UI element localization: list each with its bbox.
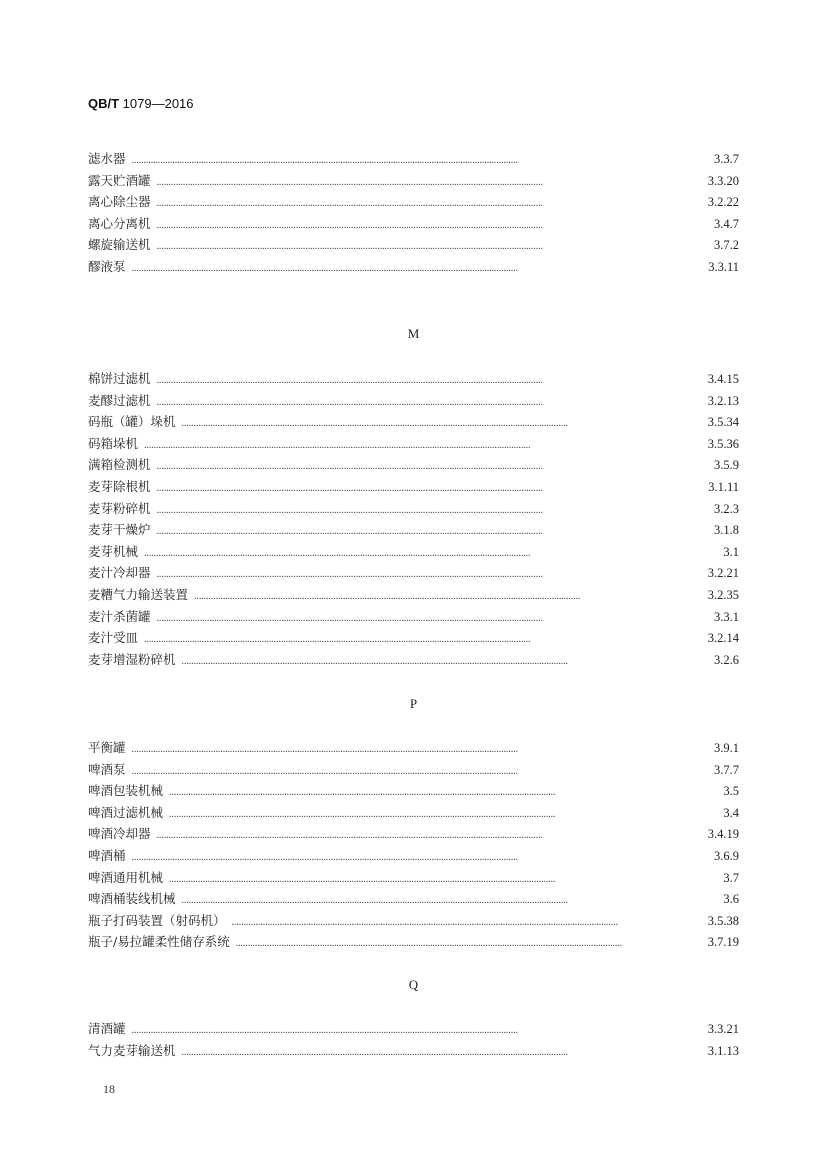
- index-entry: [88, 234, 739, 256]
- entry-term: 啤酒通用机械: [88, 869, 164, 885]
- dot-leader: [157, 608, 710, 630]
- entry-ref: 3.2.3: [714, 501, 739, 516]
- dot-leader: [144, 629, 704, 651]
- entry-ref: 3.1: [723, 544, 739, 559]
- index-entry: [88, 476, 739, 498]
- entry-term: 啤酒桶装线机械: [88, 891, 176, 907]
- dot-leader: [132, 739, 710, 761]
- index-entry: [88, 411, 739, 433]
- index-entry: [88, 191, 739, 213]
- index-entry: [88, 1018, 739, 1040]
- entry-term: 离心除尘器: [88, 194, 151, 210]
- entry-ref: 3.4.7: [714, 216, 739, 231]
- dot-leader: [169, 782, 719, 804]
- entry-term: 瓶子打码装置（射码机）: [88, 912, 226, 928]
- entry-term: 啤酒桶: [88, 847, 126, 863]
- index-entry: [88, 823, 739, 845]
- entry-term: 啤酒泵: [88, 761, 126, 777]
- entry-term: 麦汁受皿: [88, 630, 139, 646]
- index-entry: [88, 213, 739, 235]
- dot-leader: [182, 1042, 704, 1064]
- index-entry: [88, 256, 739, 278]
- entry-ref: 3.2.14: [707, 631, 739, 646]
- entry-ref: 3.1.11: [708, 479, 739, 494]
- dot-leader: [132, 150, 710, 172]
- index-entry: [88, 759, 739, 781]
- page-number: 18: [103, 1082, 115, 1096]
- entry-term: 麦醪过滤机: [88, 392, 151, 408]
- index-group-q: [88, 1018, 739, 1061]
- dot-leader: [182, 413, 704, 435]
- entry-ref: 3.5.36: [707, 436, 739, 451]
- index-entry: [88, 931, 739, 953]
- dot-leader: [132, 1020, 704, 1042]
- dot-leader: [236, 933, 704, 955]
- index-entry: [88, 802, 739, 824]
- section-letter-q: Q: [408, 977, 419, 992]
- index-group-p: [88, 737, 739, 953]
- entry-term: 麦芽除根机: [88, 478, 151, 494]
- index-entry: [88, 867, 739, 889]
- entry-term: 码瓶（罐）垛机: [88, 414, 176, 430]
- entry-term: 啤酒过滤机械: [88, 804, 164, 820]
- document-code: [88, 96, 194, 111]
- entry-ref: 3.7.2: [714, 238, 739, 253]
- index-entry: [88, 737, 739, 759]
- entry-term: 麦芽粉碎机: [88, 500, 151, 516]
- entry-ref: 3.1.13: [707, 1043, 739, 1058]
- index-entry: [88, 584, 739, 606]
- entry-ref: 3.5: [723, 784, 739, 799]
- index-entry: [88, 368, 739, 390]
- index-group-m: [88, 368, 739, 670]
- entry-term: 麦糟气力输送装置: [88, 586, 189, 602]
- entry-ref: 3.7: [723, 870, 739, 885]
- index-entry: [88, 627, 739, 649]
- entry-ref: 3.5.38: [707, 913, 739, 928]
- entry-ref: 3.2.6: [714, 652, 739, 667]
- dot-leader: [157, 215, 710, 237]
- dot-leader: [157, 172, 704, 194]
- index-entry: [88, 845, 739, 867]
- entry-ref: 3.7.19: [707, 935, 739, 950]
- dot-leader: [169, 804, 719, 826]
- dot-leader: [169, 869, 719, 891]
- entry-term: 码箱垛机: [88, 435, 139, 451]
- entry-term: 麦芽干燥炉: [88, 522, 151, 538]
- dot-leader: [144, 435, 704, 457]
- index-entry: [88, 649, 739, 671]
- index-entry: [88, 541, 739, 563]
- dot-leader: [194, 586, 704, 608]
- entry-term: 麦芽机械: [88, 543, 139, 559]
- entry-ref: 3.3.20: [707, 173, 739, 188]
- entry-ref: 3.5.34: [707, 415, 739, 430]
- dot-leader: [132, 847, 710, 869]
- index-group-l: [88, 148, 739, 278]
- entry-ref: 3.3.11: [708, 259, 739, 274]
- dot-leader: [182, 651, 710, 673]
- document-code-number: 1079—2016: [119, 96, 194, 111]
- dot-leader: [182, 890, 720, 912]
- dot-leader: [157, 193, 704, 215]
- entry-ref: 3.6.9: [714, 848, 739, 863]
- entry-term: 清酒罐: [88, 1021, 126, 1036]
- dot-leader: [157, 825, 704, 847]
- entry-term: 麦芽增湿粉碎机: [88, 651, 176, 667]
- entry-term: 啤酒包装机械: [88, 783, 164, 799]
- entry-ref: 3.3.1: [714, 609, 739, 624]
- entry-ref: 3.4: [723, 805, 739, 820]
- index-entry: [88, 1040, 739, 1062]
- entry-ref: 3.9.1: [714, 741, 739, 755]
- entry-term: 满箱检测机: [88, 457, 151, 473]
- dot-leader: [157, 521, 710, 543]
- dot-leader: [132, 258, 705, 280]
- index-entry: [88, 910, 739, 932]
- document-code-prefix: QB/T: [88, 96, 120, 111]
- dot-leader: [157, 392, 704, 414]
- dot-leader: [132, 761, 710, 783]
- index-entry: [88, 498, 739, 520]
- entry-term: 瓶子/易拉罐柔性储存系统: [88, 934, 230, 950]
- entry-ref: 3.2.35: [707, 587, 739, 602]
- index-entry: [88, 148, 739, 170]
- dot-leader: [157, 370, 704, 392]
- section-letter-m: M: [407, 326, 420, 341]
- entry-ref: 3.5.9: [714, 458, 739, 473]
- dot-leader: [232, 912, 704, 934]
- section-letter-p: P: [409, 696, 418, 711]
- entry-term: 螺旋输送机: [88, 237, 151, 253]
- entry-term: 麦汁冷却器: [88, 565, 151, 581]
- entry-term: 平衡罐: [88, 740, 126, 755]
- dot-leader: [144, 543, 719, 565]
- entry-ref: 3.2.22: [707, 195, 739, 210]
- dot-leader: [157, 478, 705, 500]
- entry-ref: 3.1.8: [714, 523, 739, 538]
- index-entry: [88, 780, 739, 802]
- index-entry: [88, 888, 739, 910]
- dot-leader: [157, 500, 710, 522]
- dot-leader: [157, 564, 704, 586]
- entry-term: 醪液泵: [88, 258, 126, 274]
- entry-ref: 3.2.13: [707, 393, 739, 408]
- entry-ref: 3.3.7: [714, 152, 739, 166]
- entry-term: 棉饼过滤机: [88, 371, 151, 386]
- entry-ref: 3.6: [723, 892, 739, 907]
- index-entry: [88, 433, 739, 455]
- index-entry: [88, 390, 739, 412]
- entry-ref: 3.7.7: [714, 762, 739, 777]
- entry-ref: 3.2.21: [707, 566, 739, 581]
- entry-ref: 3.4.15: [707, 372, 739, 386]
- index-entry: [88, 519, 739, 541]
- index-entry: [88, 606, 739, 628]
- index-entry: [88, 562, 739, 584]
- entry-term: 啤酒冷却器: [88, 826, 151, 842]
- entry-term: 麦汁杀菌罐: [88, 608, 151, 624]
- entry-ref: 3.4.19: [707, 827, 739, 842]
- entry-term: 离心分离机: [88, 215, 151, 231]
- index-entry: [88, 170, 739, 192]
- dot-leader: [157, 456, 710, 478]
- dot-leader: [157, 236, 710, 258]
- entry-term: 露天贮酒罐: [88, 172, 151, 188]
- entry-term: 气力麦芽输送机: [88, 1042, 176, 1058]
- index-entry: [88, 454, 739, 476]
- entry-ref: 3.3.21: [707, 1022, 739, 1036]
- entry-term: 滤水器: [88, 151, 126, 166]
